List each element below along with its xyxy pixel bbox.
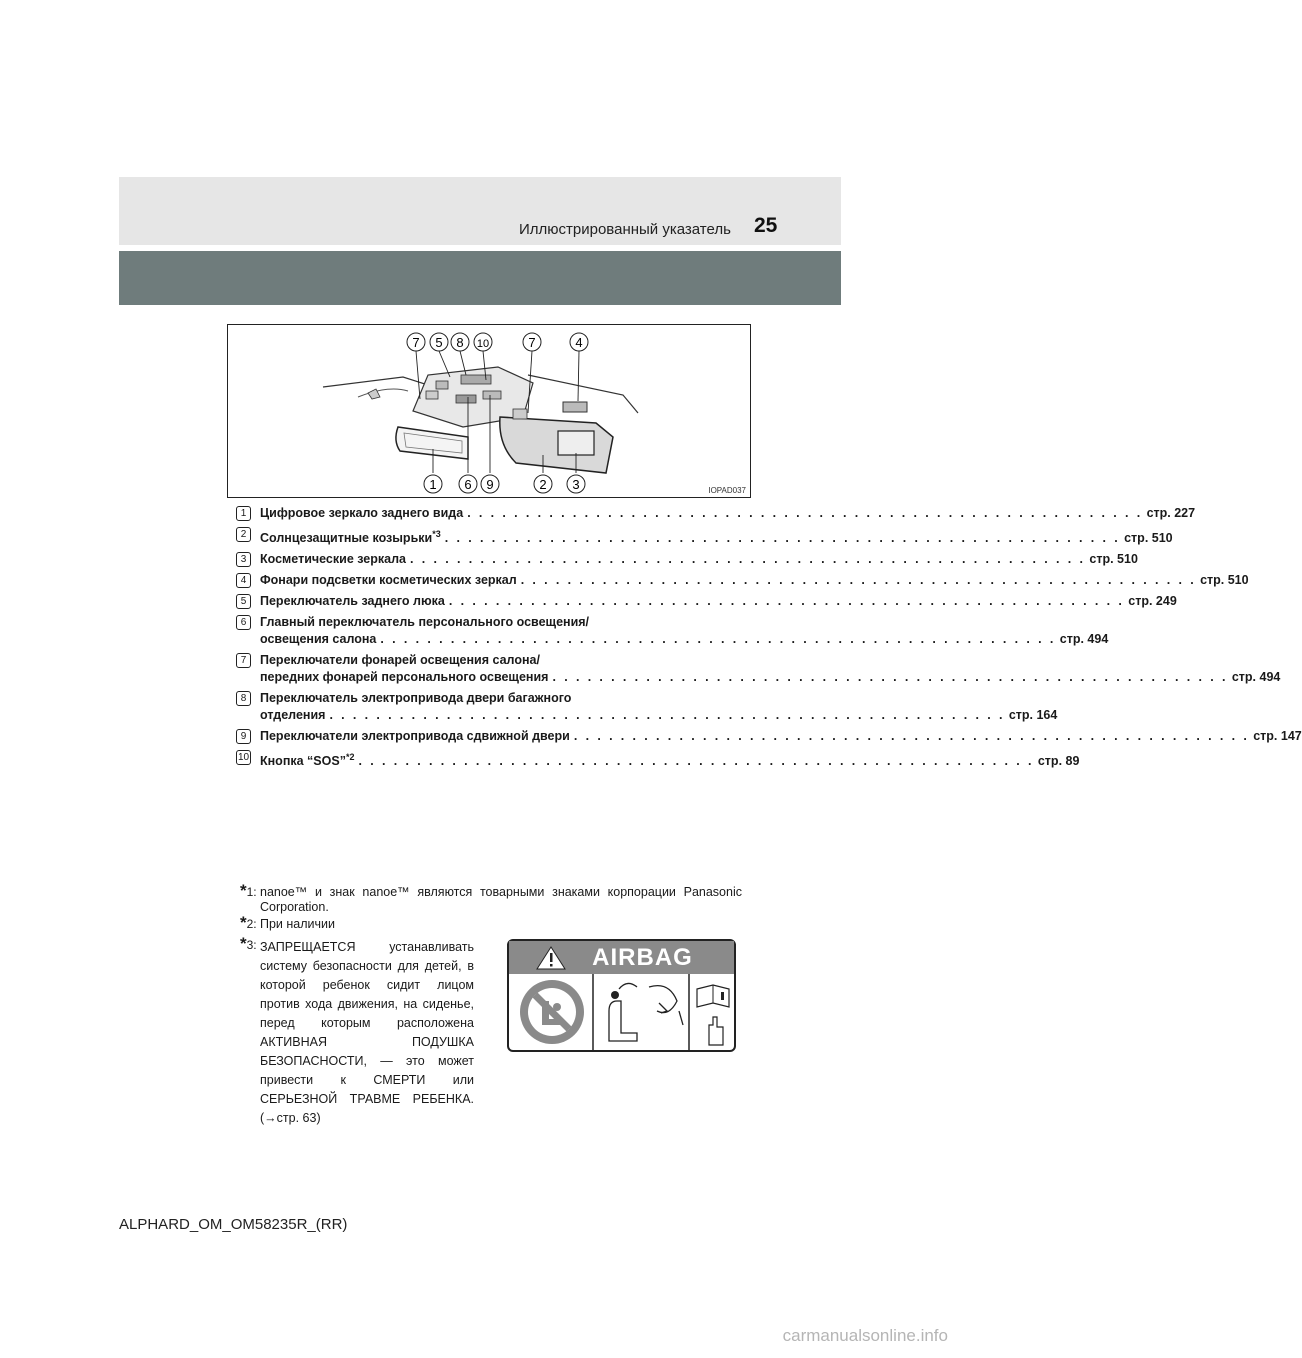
index-item-2 (236, 526, 1173, 547)
svg-text:9: 9 (486, 477, 494, 492)
figure-code: IOPAD037 (708, 486, 746, 495)
index-label: передних фонарей персонального освещения (260, 670, 549, 685)
index-page-ref[interactable]: стр. 249 (1128, 594, 1177, 609)
watermark: carmanualsonline.info (782, 1326, 948, 1345)
index-number: 9 (236, 729, 251, 744)
svg-text:4: 4 (575, 335, 583, 350)
index-page-ref[interactable]: стр. 510 (1089, 552, 1138, 567)
index-number: 7 (236, 653, 251, 668)
leader-dots: . . . . . . . . . . . . . . . . . . . . . . . . . . . . . . . . . . . . . . . . . . . . . . . . . . . . . . . . . . (410, 552, 1086, 567)
footnote-ref: *2 (345, 752, 355, 763)
index-page-ref[interactable]: стр. 494 (1231, 670, 1281, 685)
index-number: 2 (236, 527, 251, 542)
console-switch-e (426, 391, 438, 399)
index-item-4 (236, 572, 1249, 589)
leader-dots: . . . . . . . . . . . . . . . . . . . . . . . . . . . . . . . . . . . . . . . . . . . . . . . . . . . . . . . . . . (520, 573, 1197, 588)
callout-bottom-6 (459, 475, 477, 493)
callout-bottom-3 (567, 475, 585, 493)
vanity-lamp (563, 402, 587, 412)
svg-text:5: 5 (435, 335, 443, 350)
overhead-console-figure (227, 324, 751, 498)
console-switch-b (461, 375, 491, 384)
callout-top-10 (474, 333, 492, 351)
svg-text:7: 7 (412, 335, 420, 350)
index-list (236, 505, 1302, 774)
index-page-ref[interactable]: стр. 89 (1037, 754, 1080, 769)
footnote-2 (236, 913, 742, 932)
overhead-console-illustration (228, 325, 752, 499)
index-number: 8 (236, 691, 251, 706)
callout-top-7a (407, 333, 425, 351)
leader-dots: . . . . . . . . . . . . . . . . . . . . . . . . . . . . . . . . . . . . . . . . . . . . . . . . . . . . . . . . . . (329, 708, 1005, 723)
index-page-ref[interactable]: стр. 494 (1059, 632, 1109, 647)
footnote-1-text: nanoe™ и знак nanoe™ являются товарными знаками корпорации Panasonic Corporation. (260, 885, 742, 914)
footnote-2-text: При наличии (260, 917, 335, 931)
header-band (119, 177, 841, 245)
callout-bottom-9 (481, 475, 499, 493)
airbag-deploy-icon (609, 983, 683, 1041)
airbag-word: AIRBAG (592, 943, 693, 971)
index-number: 1 (236, 506, 251, 521)
index-item-9 (236, 728, 1302, 745)
callout-top-4 (570, 333, 588, 351)
index-page-ref[interactable]: стр. 510 (1124, 531, 1173, 546)
index-label: Переключатели электропривода сдвижной двери (260, 729, 570, 744)
callout-top-5 (430, 333, 448, 351)
index-label-line: Переключатель электропривода двери багажного (260, 691, 572, 706)
index-label: Солнцезащитные козырьки$^{*3}$ (260, 529, 441, 546)
index-item-6 (236, 614, 1109, 648)
leader-dots: . . . . . . . . . . . . . . . . . . . . . . . . . . . . . . . . . . . . . . . . . . . . . . . . . . . . . . . . . . (358, 754, 1034, 769)
index-label: Цифровое зеркало заднего вида (260, 506, 464, 520)
index-label: Кнопка “SOS”$^{*2}$ (260, 752, 355, 769)
index-number: 4 (236, 573, 251, 588)
document-code: ALPHARD_OM_OM58235R_(RR) (119, 1216, 348, 1233)
visor-hinge (513, 409, 527, 419)
index-page-ref[interactable]: стр. 510 (1200, 573, 1249, 588)
svg-text:1: 1 (429, 477, 437, 492)
read-manual-icon (697, 985, 729, 1045)
svg-text:8: 8 (456, 335, 464, 350)
index-label: Косметические зеркала (260, 552, 406, 567)
no-rear-facing-child-seat-icon (520, 980, 584, 1044)
leader-dots: . . . . . . . . . . . . . . . . . . . . . . . . . . . . . . . . . . . . . . . . . . . . . . . . . . . . . . . . . . (467, 506, 1143, 520)
vanity-mirror (558, 431, 594, 455)
leader-dots: . . . . . . . . . . . . . . . . . . . . . . . . . . . . . . . . . . . . . . . . . . . . . . . . . . . . . . . . . . (552, 670, 1228, 685)
index-label: Фонари подсветки косметических зеркал (260, 573, 517, 588)
airbag-label-pictograms (509, 941, 738, 1054)
index-label-line: Переключатели фонарей освещения салона/ (260, 653, 540, 668)
index-number: 6 (236, 615, 251, 630)
svg-text:7: 7 (528, 335, 536, 350)
leader-dots: . . . . . . . . . . . . . . . . . . . . . . . . . . . . . . . . . . . . . . . . . . . . . . . . . . . . . . . . . . (444, 531, 1121, 546)
console-switch-d (483, 391, 501, 399)
index-item-7 (236, 652, 1281, 686)
rearview-mirror (396, 427, 468, 459)
index-page-ref[interactable]: стр. 227 (1146, 506, 1196, 520)
leader-dots: . . . . . . . . . . . . . . . . . . . . . . . . . . . . . . . . . . . . . . . . . . . . . . . . . . . . . . . . . . (448, 594, 1125, 609)
leader-dots: . . . . . . . . . . . . . . . . . . . . . . . . . . . . . . . . . . . . . . . . . . . . . . . . . . . . . . . . . . (380, 632, 1056, 647)
svg-text:3: 3 (572, 477, 580, 492)
index-label: Переключатель заднего люка (260, 594, 445, 609)
leader-dots: . . . . . . . . . . . . . . . . . . . . . . . . . . . . . . . . . . . . . . . . . . . . . . . . . . . . . . . . . . (573, 729, 1250, 744)
callout-bottom-2 (534, 475, 552, 493)
footnote-3-mark: *3: (240, 934, 257, 953)
index-label-line: Главный переключатель персонального освещения/ (260, 615, 590, 630)
index-number: 10 (237, 752, 250, 764)
index-label: отделения (260, 708, 326, 723)
index-item-10 (236, 749, 1080, 770)
console-switch-c (456, 395, 476, 403)
footnote-2-mark: *2: (240, 913, 257, 932)
index-item-1 (236, 505, 1196, 522)
svg-text:10: 10 (476, 338, 490, 350)
console-switch-a (436, 381, 448, 389)
svg-text:2: 2 (539, 477, 547, 492)
index-item-3 (236, 551, 1138, 568)
index-number: 3 (236, 552, 251, 567)
page-number: 25 (754, 214, 778, 237)
airbag-warning-label (507, 939, 736, 1052)
footnote-ref: *3 (432, 529, 441, 539)
roof-edge (358, 389, 408, 397)
footnote-1-mark: *1: (240, 881, 257, 900)
roof-line-left (323, 377, 428, 387)
index-page-ref[interactable]: стр. 164 (1008, 708, 1058, 723)
index-label: освещения салона (260, 632, 377, 647)
sun-visor (500, 417, 613, 473)
callout-top-8 (451, 333, 469, 351)
callout-bottom-1 (424, 475, 442, 493)
callout-top-7b (523, 333, 541, 351)
footnote-1 (236, 881, 742, 915)
svg-text:6: 6 (464, 477, 472, 492)
index-page-ref[interactable]: стр. 147 (1253, 729, 1302, 744)
index-item-5 (236, 593, 1177, 610)
index-number: 5 (236, 594, 251, 609)
index-item-8 (236, 690, 1058, 724)
warning-triangle-icon (537, 947, 565, 969)
footnote-3-text: ЗАПРЕЩАЕТСЯ устанавливать систему безопасности для детей, в которой ребенок сидит лицом против хода движения, на сиденье, перед которым расположена АКТИВНАЯ ПОДУШКА БЕЗОПАСНОСТИ, — это может привести к СМЕРТИ или СЕРЬЕЗНОЙ ТРАВМЕ РЕБЕНКА. (→стр. 63) (260, 940, 474, 1125)
section-title: Иллюстрированный указатель (519, 221, 731, 238)
section-band (119, 251, 841, 305)
